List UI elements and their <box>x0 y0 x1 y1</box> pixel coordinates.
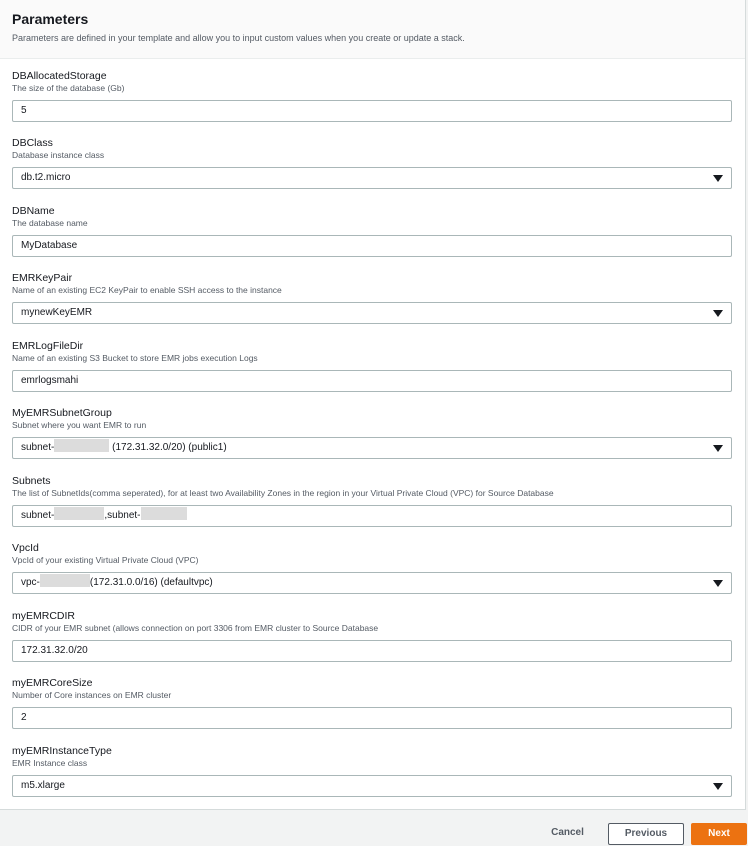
param-db-class <box>12 137 732 189</box>
param-label: EMRKeyPair <box>12 272 73 284</box>
param-label: DBClass <box>12 137 53 149</box>
param-label: myEMRInstanceType <box>12 745 112 757</box>
param-subnets <box>12 475 732 527</box>
panel-title: Parameters <box>12 11 89 27</box>
previous-button[interactable]: Previous <box>608 823 684 845</box>
redacted-block <box>141 507 187 520</box>
param-description: The list of SubnetIds(comma seperated), for at least two Availability Zones in the region in your Virtual Private Cloud (VPC) for Source Database <box>12 488 554 498</box>
emr-key-pair-select[interactable] <box>12 302 732 324</box>
my-emr-core-size-input[interactable] <box>12 707 732 729</box>
my-emr-cidr-input[interactable] <box>12 640 732 662</box>
field-value: mynewKeyEMR <box>21 307 93 318</box>
wizard-footer <box>0 810 748 846</box>
field-value-suffix: (172.31.32.0/20) (public1) <box>112 442 227 453</box>
param-description: The database name <box>12 218 88 228</box>
redacted-block <box>54 507 104 520</box>
db-name-input[interactable] <box>12 235 732 257</box>
field-value-suffix: (172.31.0.0/16) (defaultvpc) <box>89 577 213 588</box>
cancel-button[interactable]: Cancel <box>551 827 584 838</box>
param-db-name <box>12 205 732 257</box>
param-label: Subnets <box>12 475 51 487</box>
param-label: DBName <box>12 205 55 217</box>
my-emr-instance-type-select[interactable] <box>12 775 732 797</box>
subnets-input[interactable] <box>12 505 732 527</box>
db-class-select[interactable] <box>12 167 732 189</box>
panel-description: Parameters are defined in your template and allow you to input custom values when you create or update a stack. <box>12 33 465 43</box>
field-value: db.t2.micro <box>21 172 71 183</box>
field-value: 2 <box>21 712 27 723</box>
param-description: CIDR of your EMR subnet (allows connection on port 3306 from EMR cluster to Source Database <box>12 623 379 633</box>
redacted-block <box>40 574 90 587</box>
db-allocated-storage-input[interactable] <box>12 100 732 122</box>
param-emr-key-pair <box>12 272 732 324</box>
field-value-middle: ,subnet- <box>104 510 141 521</box>
param-label: VpcId <box>12 542 39 554</box>
param-description: Database instance class <box>12 150 105 160</box>
param-description: The size of the database (Gb) <box>12 83 125 93</box>
param-emr-log-file-dir <box>12 340 732 392</box>
field-value: m5.xlarge <box>21 780 65 791</box>
param-db-allocated-storage <box>12 70 732 122</box>
param-label: MyEMRSubnetGroup <box>12 407 112 419</box>
field-value-prefix: vpc- <box>21 577 40 588</box>
param-my-emr-cidr <box>12 610 732 662</box>
param-label: myEMRCoreSize <box>12 677 93 689</box>
param-description: Number of Core instances on EMR cluster <box>12 690 172 700</box>
param-label: myEMRCDIR <box>12 610 75 622</box>
param-description: Name of an existing EC2 KeyPair to enable SSH access to the instance <box>12 285 282 295</box>
caret-down-icon <box>713 783 723 790</box>
panel-header <box>0 0 745 59</box>
field-value: MyDatabase <box>21 240 78 251</box>
vpc-id-select[interactable] <box>12 572 732 594</box>
caret-down-icon <box>713 445 723 452</box>
caret-down-icon <box>713 310 723 317</box>
redacted-block <box>54 439 109 452</box>
param-my-emr-instance-type <box>12 745 732 797</box>
param-label: EMRLogFileDir <box>12 340 84 352</box>
field-value-prefix: subnet- <box>21 442 55 453</box>
next-button[interactable]: Next <box>691 823 747 845</box>
my-emr-subnet-group-select[interactable] <box>12 437 732 459</box>
field-value: 172.31.32.0/20 <box>21 645 88 656</box>
param-description: Subnet where you want EMR to run <box>12 420 147 430</box>
caret-down-icon <box>713 580 723 587</box>
param-description: EMR Instance class <box>12 758 88 768</box>
param-label: DBAllocatedStorage <box>12 70 107 82</box>
param-description: Name of an existing S3 Bucket to store EMR jobs execution Logs <box>12 353 258 363</box>
param-vpc-id <box>12 542 732 594</box>
field-value-prefix: subnet- <box>21 510 55 521</box>
param-description: VpcId of your existing Virtual Private Cloud (VPC) <box>12 555 199 565</box>
param-my-emr-subnet-group <box>12 407 732 459</box>
field-value: emrlogsmahi <box>21 375 79 386</box>
caret-down-icon <box>713 175 723 182</box>
param-my-emr-core-size <box>12 677 732 729</box>
emr-log-file-dir-input[interactable] <box>12 370 732 392</box>
field-value: 5 <box>21 105 27 116</box>
